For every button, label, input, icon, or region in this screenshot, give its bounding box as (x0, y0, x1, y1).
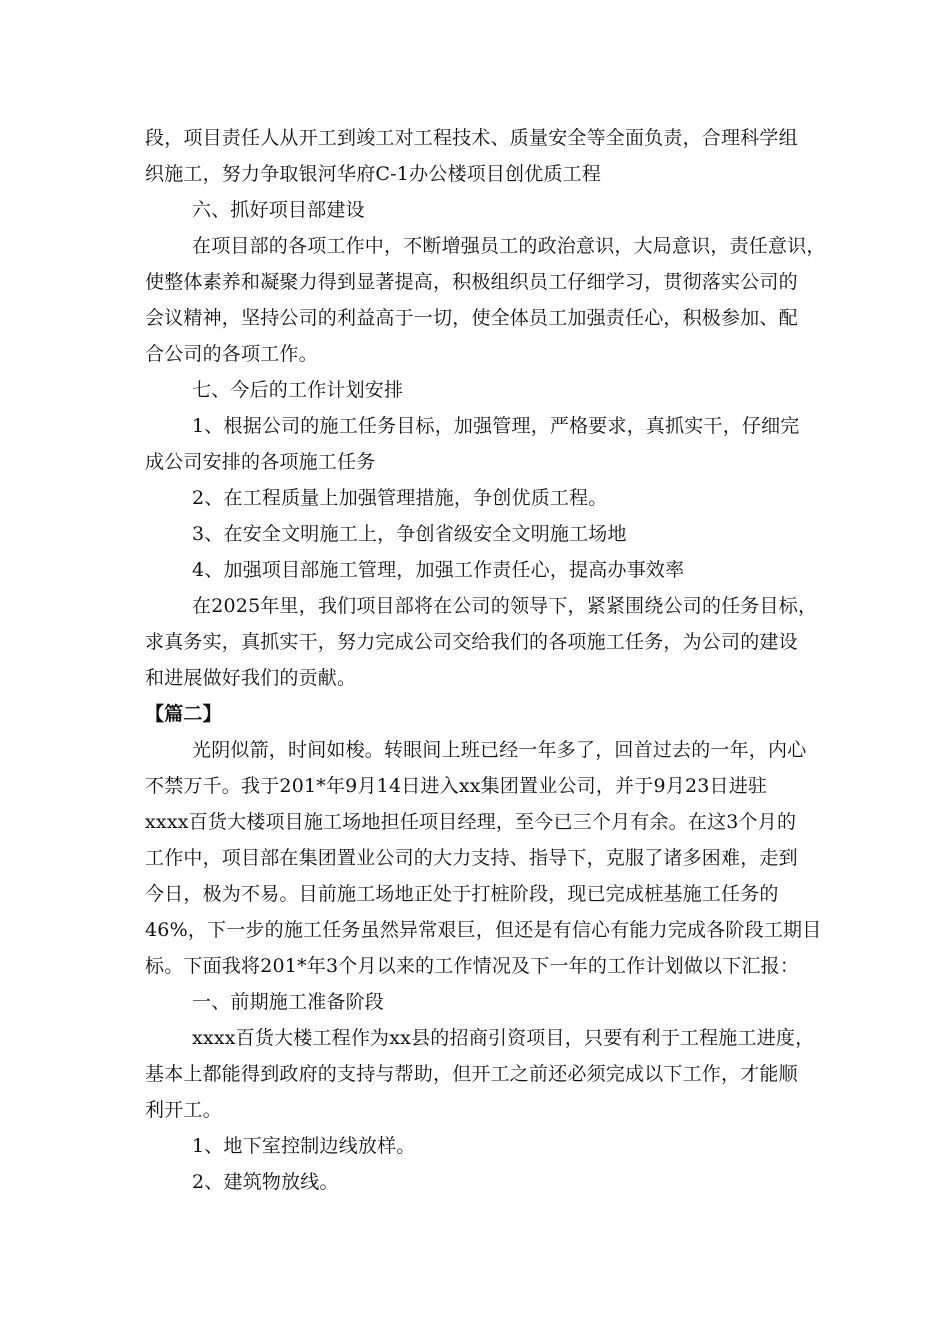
part-heading: 【篇二】 (145, 703, 222, 725)
paragraph-line: 和进展做好我们的贡献。 (145, 667, 357, 689)
paragraph-line: xxxx百货大楼工程作为xx县的招商引资项目，只要有利于工程施工进度， (192, 1027, 815, 1049)
paragraph-line: 在项目部的各项工作中，不断增强员工的政治意识，大局意识，责任意识， (192, 235, 826, 257)
paragraph-line: 基本上都能得到政府的支持与帮助，但开工之前还必须完成以下工作，才能顺 (145, 1063, 798, 1085)
paragraph-line: 段，项目责任人从开工到竣工对工程技术、质量安全等全面负责，合理科学组 (145, 127, 798, 149)
list-item: 2、建筑物放线。 (192, 1171, 339, 1193)
paragraph-line: 标。下面我将201*年3个月以来的工作情况及下一年的工作计划做以下汇报： (145, 955, 800, 977)
paragraph-line: 工作中，项目部在集团置业公司的大力支持、指导下，克服了诸多困难，走到 (145, 847, 798, 869)
paragraph-line: 求真务实，真抓实干，努力完成公司交给我们的各项施工任务，为公司的建设 (145, 631, 798, 653)
list-item: 1、根据公司的施工任务目标，加强管理，严格要求，真抓实干，仔细完 (192, 415, 800, 437)
section-heading: 六、抓好项目部建设 (192, 199, 365, 221)
list-item-continuation: 成公司安排的各项施工任务 (145, 451, 376, 473)
paragraph-line: 使整体素养和凝聚力得到显著提高，积极组织员工仔细学习，贯彻落实公司的 (145, 271, 798, 293)
paragraph-line: 会议精神，坚持公司的利益高于一切，使全体员工加强责任心，积极参加、配 (145, 307, 798, 329)
paragraph-line: 利开工。 (145, 1099, 222, 1121)
paragraph-line: xxxx百货大楼项目施工场地担任项目经理，至今已三个月有余。在这3个月的 (145, 811, 797, 833)
section-heading: 七、今后的工作计划安排 (192, 379, 404, 401)
list-item: 3、在安全文明施工上，争创省级安全文明施工场地 (192, 523, 627, 545)
list-item: 4、加强项目部施工管理，加强工作责任心，提高办事效率 (192, 559, 685, 581)
paragraph-line: 46%，下一步的施工任务虽然异常艰巨，但还是有信心有能力完成各阶段工期目 (145, 919, 822, 941)
paragraph-line: 合公司的各项工作。 (145, 343, 318, 365)
paragraph-line: 今日，极为不易。目前施工场地正处于打桩阶段，现已完成桩基施工任务的 (145, 883, 779, 905)
paragraph-line: 不禁万千。我于201*年9月14日进入xx集团置业公司，并于9月23日进驻 (145, 775, 768, 797)
paragraph-line: 光阴似箭，时间如梭。转眼间上班已经一年多了，回首过去的一年，内心 (192, 739, 807, 761)
list-item: 2、在工程质量上加强管理措施，争创优质工程。 (192, 487, 608, 509)
section-heading: 一、前期施工准备阶段 (192, 991, 385, 1013)
paragraph-line: 织施工，努力争取银河华府C-1办公楼项目创优质工程 (145, 163, 602, 185)
list-item: 1、地下室控制边线放样。 (192, 1135, 416, 1157)
paragraph-line: 在2025年里，我们项目部将在公司的领导下，紧紧围绕公司的任务目标， (192, 595, 818, 617)
